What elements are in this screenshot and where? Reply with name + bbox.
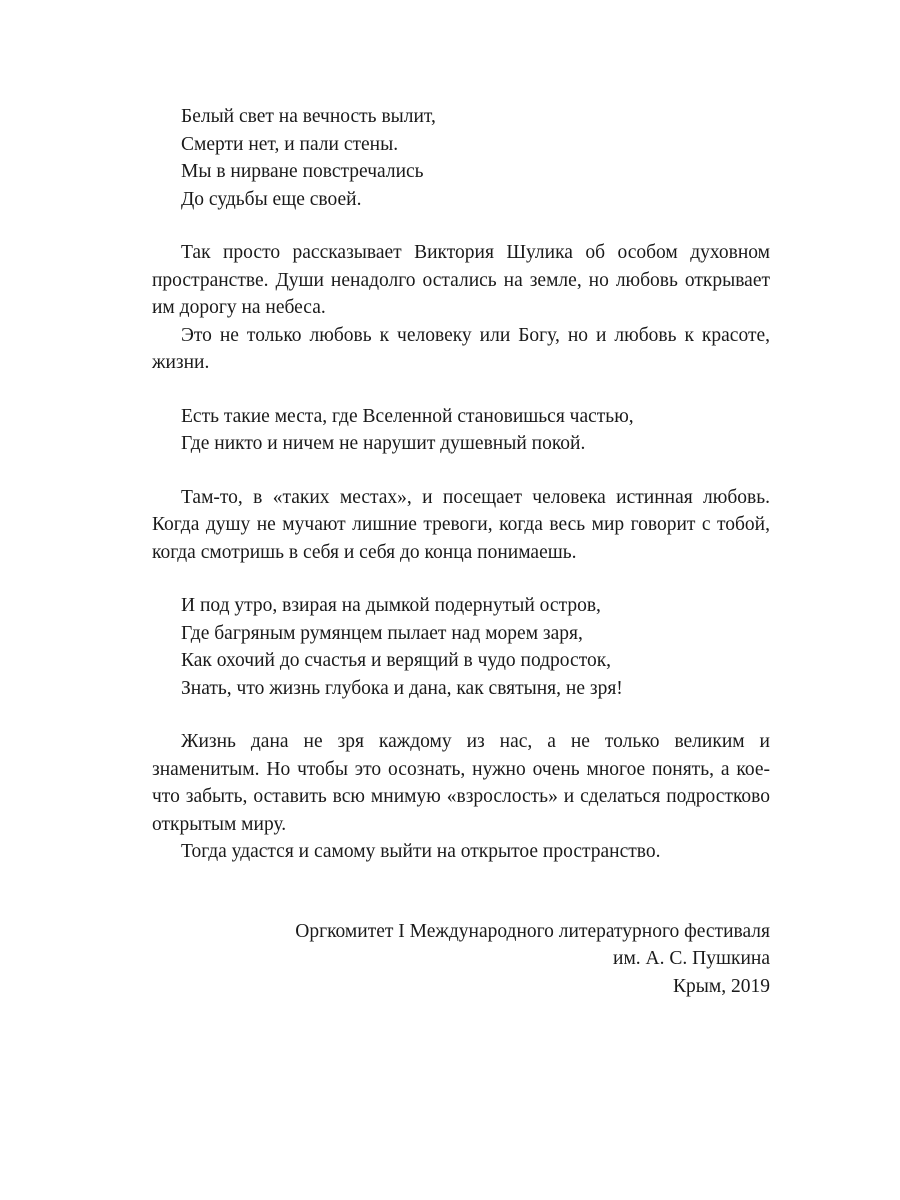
signature-organization: Оргкомитет I Международного литературного фестиваля xyxy=(295,920,770,942)
signature-festival-name: им. А. С. Пушкина xyxy=(613,948,770,969)
poem-line: И под утро, взирая на дымкой подернутый остров, xyxy=(181,595,601,616)
paragraph: Это не только любовь к человеку или Богу, но и любовь к красоте, жизни. xyxy=(152,324,770,373)
poem-line: Есть такие места, где Вселенной становишься частью, xyxy=(181,405,634,427)
page-content xyxy=(152,103,770,1000)
poem-stanza-1 xyxy=(152,103,770,213)
poem-line: До судьбы еще своей. xyxy=(181,188,362,210)
paragraph: Так просто рассказывает Виктория Шулика об особом духовном пространстве. Души ненадолго остались на земле, но любовь открывает им дорогу на небеса. xyxy=(152,242,770,318)
poem-line: Мы в нирване повстречались xyxy=(181,161,424,182)
poem-line: Белый свет на вечность вылит, xyxy=(181,106,436,127)
signature-block xyxy=(152,918,770,1001)
poem-line: Как охочий до счастья и верящий в чудо подросток, xyxy=(181,650,612,671)
poem-line: Знать, что жизнь глубока и дана, как святыня, не зря! xyxy=(181,677,623,699)
paragraph: Тогда удастся и самому выйти на открытое пространство. xyxy=(181,841,661,862)
poem-line: Где багряным румянцем пылает над морем заря, xyxy=(181,622,583,644)
signature-place-date: Крым, 2019 xyxy=(673,975,770,997)
paragraph: Там-то, в «таких местах», и посещает человека истинная любовь. Когда душу не мучают лишние тревоги, когда весь мир говорит с тобой, когда смотришь в себя и себя до конца понимаешь. xyxy=(152,486,770,563)
poem-line: Смерти нет, и пали стены. xyxy=(181,133,399,155)
poem-stanza-3 xyxy=(152,592,770,702)
poem-stanza-2 xyxy=(152,403,770,458)
paragraph: Жизнь дана не зря каждому из нас, а не только великим и знаменитым. Но чтобы это осознать, нужно очень многое понять, а кое-что забыть, оставить всю мнимую «взрослость» и сделаться подростково открытым миру. xyxy=(152,731,770,835)
poem-line: Где никто и ничем не нарушит душевный покой. xyxy=(181,433,586,454)
